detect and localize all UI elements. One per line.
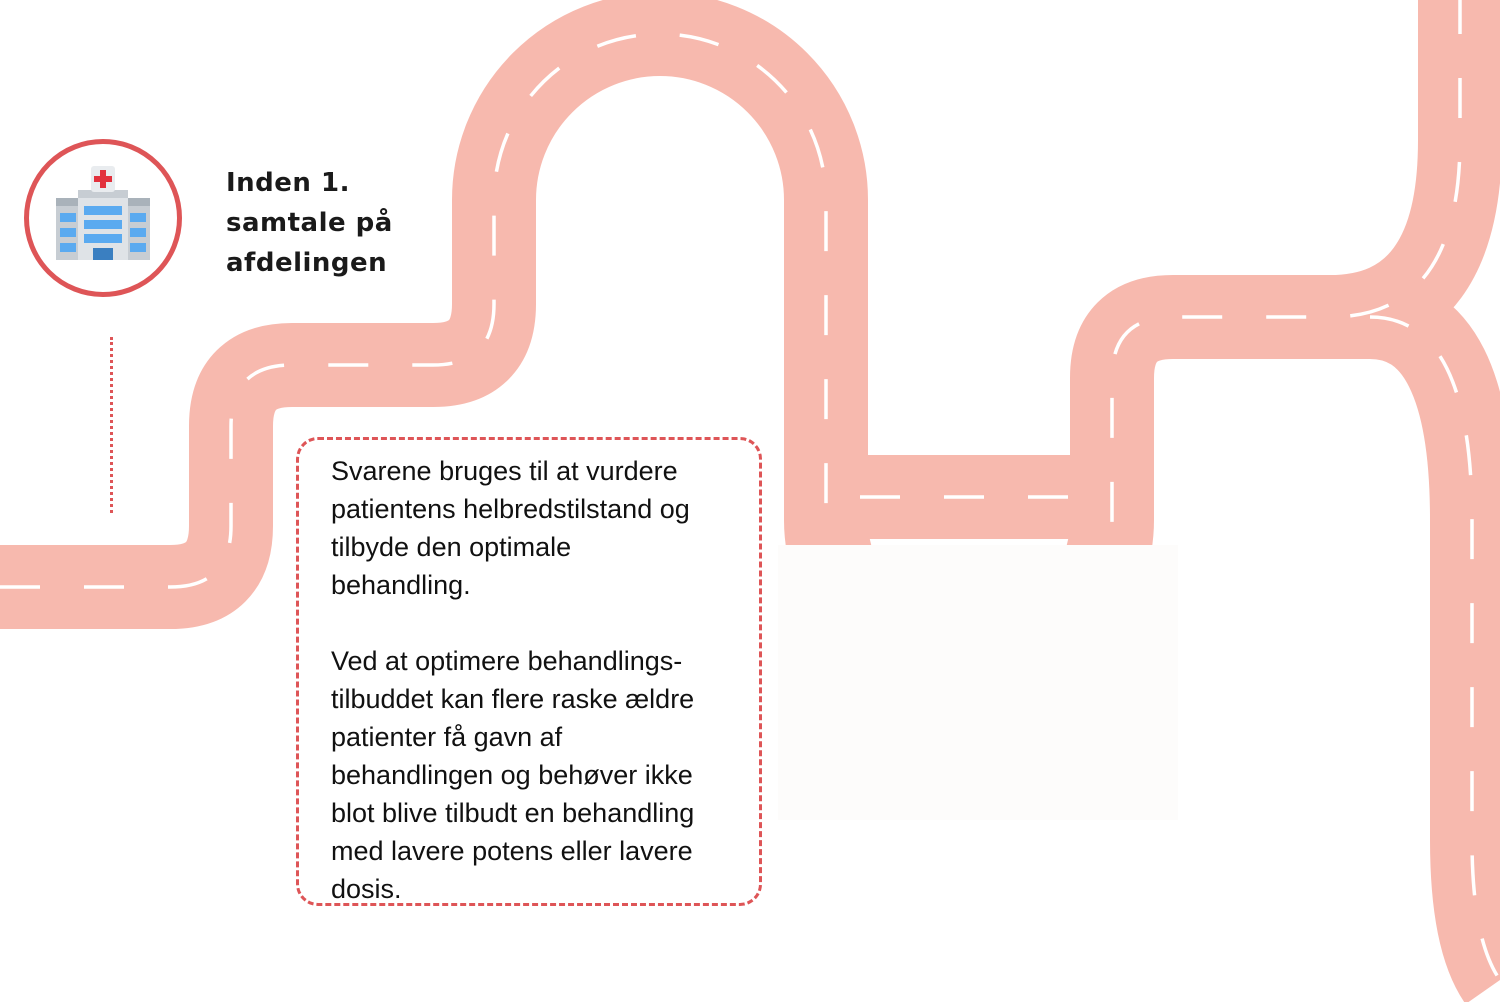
text-line: Ved at optimere behandlings-	[331, 646, 683, 676]
text-line: patientens helbredstilstand og	[331, 494, 690, 524]
info-paragraph-1	[331, 452, 741, 604]
text-line: blot blive tilbudt en behandling	[331, 798, 695, 828]
background-panel	[778, 545, 1178, 820]
step-title	[226, 163, 466, 283]
text-line: tilbuddet kan flere raske ældre	[331, 684, 695, 714]
step-title-line: Inden 1.	[226, 168, 350, 198]
text-line: behandling.	[331, 570, 471, 600]
dotted-connector	[110, 337, 113, 513]
text-line: dosis.	[331, 874, 402, 904]
text-line: tilbyde den optimale	[331, 532, 572, 562]
step-title-line: afdelingen	[226, 248, 388, 278]
info-paragraph-2	[331, 642, 741, 908]
text-line: patienter få gavn af	[331, 722, 563, 752]
step-icon-circle	[24, 139, 182, 297]
text-line: Svarene bruges til at vurdere	[331, 456, 678, 486]
text-line: behandlingen og behøver ikke	[331, 760, 693, 790]
hospital-icon	[56, 166, 150, 260]
step-title-line: samtale på	[226, 208, 393, 238]
info-box	[296, 437, 762, 906]
text-line: med lavere potens eller lavere	[331, 836, 693, 866]
